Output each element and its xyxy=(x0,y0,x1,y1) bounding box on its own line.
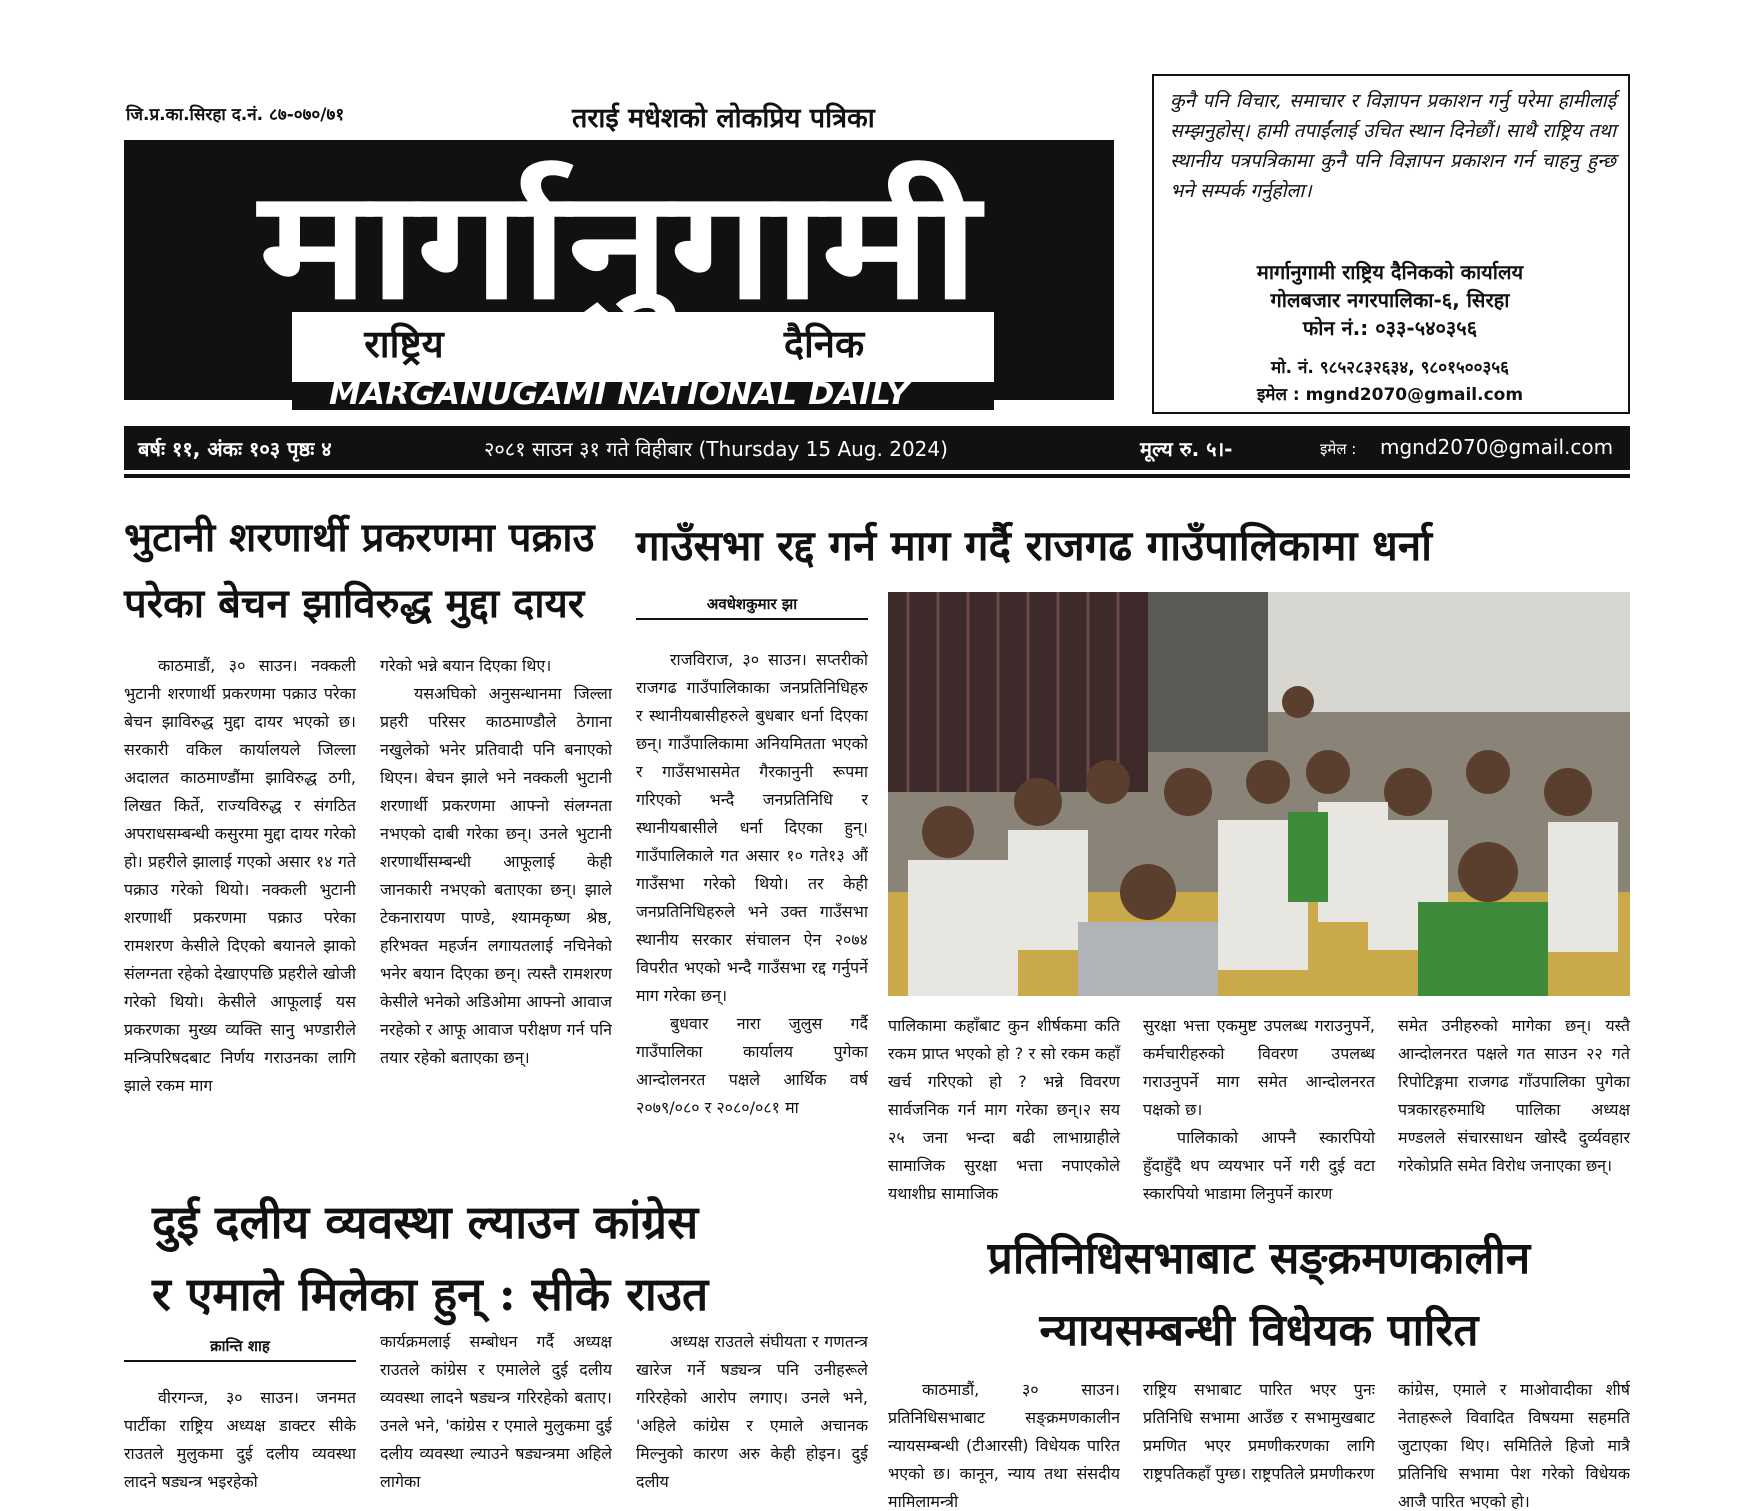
article4-column2 xyxy=(1143,1376,1375,1511)
article2-headline: गाउँसभा रद्द गर्न माग गर्दै राजगढ गाउँपालिकामा धर्ना xyxy=(636,521,1433,570)
issue-info-bar xyxy=(124,426,1630,470)
article2-col3-p1: सुरक्षा भत्ता एकमुष्ट उपलब्ध गराउनुपर्ने, कर्मचारीहरुको विवरण उपलब्ध गराउनुपर्ने माग समेत आन्दोलनरत पक्षको छ। xyxy=(1143,1016,1375,1119)
office-email: इमेल : mgnd2070@gmail.com xyxy=(1256,385,1524,405)
article3-column2 xyxy=(380,1328,612,1511)
article2-column2 xyxy=(888,1012,1120,1208)
article1-col2-p1: गरेको भन्ने बयान दिएका थिए। xyxy=(380,656,552,675)
protest-photo xyxy=(888,592,1630,996)
article1-column2 xyxy=(380,652,612,1162)
article3-headline-line2: र एमाले मिलेका हुन् : सीके राउत xyxy=(152,1267,709,1321)
article1-headline-line1: भुटानी शरणार्थी प्रकरणमा पक्राउ xyxy=(124,514,595,561)
tagline: तराई मधेशको लोकप्रिय पत्रिका xyxy=(572,103,875,134)
article4-headline-line1: प्रतिनिधिसभाबाट सङ्क्रमणकालीन xyxy=(987,1233,1531,1284)
article4-column3 xyxy=(1398,1376,1630,1511)
article2-col1-p2: बुधवार नारा जुलुस गर्दै गाउँपालिका कार्यालय पुगेका आन्दोलनरत पक्षले आर्थिक वर्ष २०७९/०८० र २०८०/०८१ मा xyxy=(636,1014,868,1117)
issue-email: mgnd2070@gmail.com xyxy=(1380,435,1614,459)
issue-price: मूल्य रु. ५।- xyxy=(1140,437,1233,461)
article3-col2-text: कार्यक्रमलाई सम्बोधन गर्दै अध्यक्ष राउतले कांग्रेस र एमालेले दुई दलीय व्यवस्था लादने षड्यन्त्र गरिरहेको बताए। उनले भने, 'कांग्रेस र एमाले मुलुकमा दुई दलीय व्यवस्था ल्याउने षड्यन्त्रमा अहिले लागेका xyxy=(380,1332,612,1491)
article4-col3-text: कांग्रेस, एमाले र माओवादीका शीर्ष नेताहरूले विवादित विषयमा सहमति जुटाएका थिए। समितिले हिजो मात्रै प्रतिनिधि सभामा पेश गरेको विधेयक आजै पारित भएको हो। xyxy=(1398,1380,1630,1511)
contact-block xyxy=(1160,355,1620,409)
article2-col1-p1: राजविराज, ३० साउन। सप्तरीको राजगढ गाउँपालिकाका जनप्रतिनिधिहरु र स्थानीयबासीहरुले बुधबार धर्ना दिएका छन्। गाउँपालिकामा अनियमितता भएको र गाउँसभासमेत गैरकानुनी रूपमा गरिएको भन्दै जनप्रतिनिधि र स्थानीयबासीले धर्ना दिएका हुन्। गाउँपालिकाले गत असार १० गते१३ औं गाउँसभा गरेको थियो। तर केही जनप्रतिनिधिहरुले भने उक्त गाउँसभा स्थानीय सरकार संचालन ऐन २०७४ विपरीत भएको भन्दै गाउँसभा रद्द गर्नुपर्ने माग गरेका छन्। xyxy=(636,650,868,1005)
office-phone: फोन नं.: ०३३-५४०३५६ xyxy=(1302,316,1478,340)
article3-byline: क्रान्ति शाह xyxy=(124,1336,356,1362)
issue-date: २०८१ साउन ३१ गते विहीबार (Thursday 15 Aug. 2024) xyxy=(484,437,948,461)
article2-col4-text: समेत उनीहरुको मागेका छन्। यस्तै आन्दोलनरत पक्षले गत साउन २२ गते रिपोटिङ्गमा राजगढ गाँउपालिका पुगेका पत्रकारहरुमाथि पालिका अध्यक्ष मण्डलले संचारसाधन खोस्दै दुर्व्यवहार गरेकोप्रति समेत विरोध जनाएका छन्। xyxy=(1398,1016,1630,1175)
article1-col1-text: काठमाडौं, ३० साउन। नक्कली भुटानी शरणार्थी प्रकरणमा पक्राउ परेका बेचन झाविरुद्ध मुद्दा दायर भएको छ। सरकारी वकिल कार्यालयले जिल्ला अदालत काठमाण्डौंमा झाविरुद्ध ठगी, लिखत किर्ते, राज्यविरुद्ध र संगठित अपराधसम्बन्धी कसुरमा मुद्दा दायर गरेको हो। प्रहरीले झालाई गएको असार १४ गते पक्राउ गरेको थियो। नक्कली भुटानी शरणार्थी प्रकरणमा पक्राउ परेका रामशरण केसीले दिएको बयानले झाको संलग्नता रहेको देखाएपछि प्रहरीले खोजी गरेको थियो। केसीले आफूलाई यस प्रकरणका मुख्य व्यक्ति सानु भण्डारीले मन्त्रिपरिषदबाट निर्णय गराउनका लागि झाले रकम माग xyxy=(124,656,356,1095)
article3-headline-line1: दुई दलीय व्यवस्था ल्याउन कांग्रेस xyxy=(152,1195,699,1249)
newspaper-logo xyxy=(124,92,1114,410)
article1-column1 xyxy=(124,652,356,1162)
office-name: मार्गानुगामी राष्ट्रिय दैनिकको कार्यालय xyxy=(1256,260,1524,284)
ad-text: कुनै पनि विचार, समाचार र विज्ञापन प्रकाशन गर्नु परेमा हामीलाई सम्झनुहोस्। हामी तपाईंलाई उचित स्थान दिनेछौं। साथै राष्ट्रिय तथा स्थानीय पत्रपत्रिकामा कुनै पनि विज्ञापन प्रकाशन गर्न चाहनु हुन्छ भने सम्पर्क गर्नुहोला। xyxy=(1170,90,1616,202)
article3-col1-text: वीरगन्ज, ३० साउन। जनमत पार्टीका राष्ट्रिय अध्यक्ष डाक्टर सीके राउतले मुलुकमा दुई दलीय व्यवस्था लादने षड्यन्त्र भइरहेको xyxy=(124,1388,356,1491)
header-rule xyxy=(124,474,1630,478)
office-block xyxy=(1160,258,1620,342)
article2-column3 xyxy=(1143,1012,1375,1208)
article2-col2-text: पालिकामा कहाँबाट कुन शीर्षकमा कति रकम प्राप्त भएको हो ? र सो रकम कहाँ खर्च गरिएको हो ? भन्ने विवरण सार्वजनिक गर्न माग गरेका छन्।२ सय २५ जना भन्दा बढी लाभाग्राहीले सामाजिक सुरक्षा भत्ता नपाएकोले यथाशीघ्र सामाजिक xyxy=(888,1016,1120,1203)
article1-col2-p2: यसअघिको अनुसन्धानमा जिल्ला प्रहरी परिसर काठमाण्डौले ठेगाना नखुलेको भनेर प्रतिवादी पनि बनाएको थिएन। बेचन झाले भने नक्कली भुटानी शरणार्थी प्रकरणमा आफ्नो संलग्नता नभएको दाबी गरेका छन्। उनले भुटानी शरणार्थीसम्बन्धी आफूलाई केही जानकारी नभएको बताएका छन्। झाले टेकनारायण पाण्डे, श्यामकृष्ण श्रेष्ठ, हरिभक्त महर्जन लगायतलाई नचिनेको भनेर बयान दिएका छन्। त्यस्तै रामशरण केसीले भनेको अडिओमा आफ्नो आवाज नरहेको र आफू आवाज परीक्षण गर्न पनि तयार रहेको बताएका छन्। xyxy=(380,684,612,1067)
issue-number: बर्षः ११, अंकः १०३ पृष्ठः ४ xyxy=(138,437,332,461)
logo-title: मार्गानुगामी xyxy=(259,159,846,333)
article2-column4 xyxy=(1398,1012,1630,1180)
article4-headline-line2: न्यायसम्बन्धी विधेयक पारित xyxy=(1039,1305,1479,1356)
email-label: इमेल : xyxy=(1320,440,1357,458)
registration-number: जि.प्र.का.सिरहा द.नं. ८७-०७०/७१ xyxy=(126,105,345,125)
logo-english-name: MARGANUGAMI NATIONAL DAILY xyxy=(329,377,913,410)
logo-subtitle-left: राष्ट्रिय xyxy=(364,322,444,366)
article4-column1 xyxy=(888,1376,1120,1511)
office-mobile: मो. नं. ९८५२८३२६३४, ९८०१५००३५६ xyxy=(1271,358,1509,378)
article4-col2-text: राष्ट्रिय सभाबाट पारित भएर पुनः प्रतिनिधि सभामा आउँछ र सभामुखबाट प्रमणित भएर प्रमणीकरणका लागि राष्ट्रपतिकहाँ पुग्छ। राष्ट्रपतिले प्रमणीकरण xyxy=(1143,1380,1375,1483)
article3-col3-text: अध्यक्ष राउतले संघीयता र गणतन्त्र खारेज गर्ने षड्यन्त्र पनि उनीहरूले गरिरहेको आरोप लगाए। उनले भने, 'अहिले कांग्रेस र एमाले अचानक मिल्नुको कारण अरु केही होइन। दुई दलीय xyxy=(636,1332,868,1491)
article1-headline-line2: परेका बेचन झाविरुद्ध मुद्दा दायर xyxy=(124,580,585,627)
article3-column1 xyxy=(124,1384,356,1511)
article3-column3 xyxy=(636,1328,868,1511)
article2-byline: अवधेशकुमार झा xyxy=(636,594,868,620)
article2-column1 xyxy=(636,646,868,1154)
office-address: गोलबजार नगरपालिका-६, सिरहा xyxy=(1270,288,1510,312)
article4-col1-text: काठमाडौं, ३० साउन। प्रतिनिधिसभाबाट सङ्क्रमणकालीन न्यायसम्बन्धी (टीआरसी) विधेयक पारित भएको छ। कानून, न्याय तथा संसदीय मामिलामन्त्री xyxy=(888,1380,1120,1511)
article2-col3-p2: पालिकाको आफ्नै स्कारपियो हुँदाहुँदै थप व्ययभार पर्ने गरी दुई वटा स्कारपियो भाडामा लिनुपर्ने कारण xyxy=(1143,1128,1375,1203)
logo-subtitle-right: दैनिक xyxy=(783,322,865,366)
